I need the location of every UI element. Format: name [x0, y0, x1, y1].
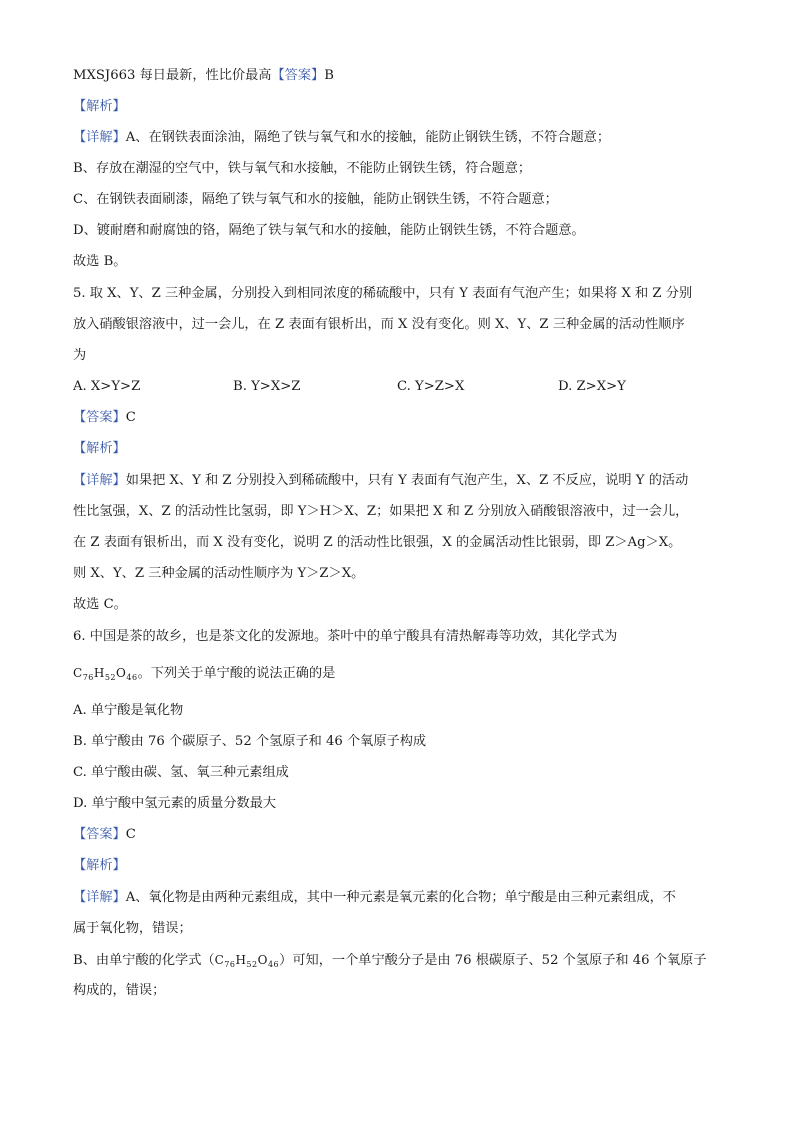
detail-line: B、存放在潮湿的空气中，铁与氧气和水接触，不能防止钢铁生锈，符合题意；: [73, 161, 532, 176]
detail-line: 在 Z 表面有银析出，而 X 没有变化，说明 Z 的活动性比银强，X 的金属活动性比银弱，即 Z＞Ag＞X。: [73, 535, 682, 550]
option-c: C. Y>Z>X: [397, 379, 465, 394]
analysis-tag: 【解析】: [73, 858, 126, 873]
detail-tag: 【详解】: [73, 130, 126, 145]
detail-line: D、镀耐磨和耐腐蚀的铬，隔绝了铁与氧气和水的接触，能防止钢铁生锈，不符合题意。: [73, 223, 585, 238]
detail-line: [73, 129, 610, 147]
detail-tag: 【详解】: [73, 473, 126, 488]
option-a: A. 单宁酸是氧化物: [73, 703, 184, 718]
answer-line: [73, 409, 136, 427]
option-a: A. X>Y>Z: [73, 379, 141, 394]
detail-line: [73, 472, 688, 490]
detail-text: A、在钢铁表面涂油，隔绝了铁与氧气和水的接触，能防止钢铁生锈，不符合题意；: [125, 130, 611, 145]
option-d: D. Z>X>Y: [558, 379, 626, 394]
chemical-formula: $C_{76}H_{52}O_{46}$: [73, 666, 138, 682]
detail-line: 则 X、Y、Z 三种金属的活动性顺序为 Y＞Z＞X。: [73, 566, 365, 581]
option-b: B. 单宁酸由 76 个碳原子、52 个氢原子和 46 个氧原子构成: [73, 734, 427, 749]
detail-text: A、氧化物是由两种元素组成，其中一种元素是氧元素的化合物；单宁酸是由三种元素组成，不: [125, 890, 676, 905]
option-c: C. 单宁酸由碳、氢、氧三种元素组成: [73, 765, 289, 780]
analysis-tag: 【解析】: [73, 99, 126, 114]
answer-value: C: [125, 410, 136, 425]
question-stem: 放入硝酸银溶液中，过一会儿，在 Z 表面有银析出，而 X 没有变化。则 X、Y、Z 三种金属的活动性顺序: [73, 317, 685, 332]
chemical-formula: $C_{76}H_{52}O_{46}$: [214, 953, 280, 969]
question-stem: 5. 取 X、Y、Z 三种金属，分别投入到相同浓度的稀硫酸中，只有 Y 表面有气泡产生；如果将 X 和 Z 分别: [73, 286, 693, 301]
detail-tag: 【详解】: [73, 890, 126, 905]
answer-value: B: [324, 68, 334, 83]
detail-line: [73, 889, 676, 907]
question-stem: $C_{76}H_{52}O_{46}$。下列关于单宁酸的说法正确的是: [73, 666, 336, 682]
answer-value: C: [125, 827, 136, 842]
answer-tag: 【答案】: [271, 68, 325, 83]
header-code: MXSJ663: [73, 68, 136, 83]
header-line: [73, 67, 334, 85]
option-b: B. Y>X>Z: [233, 379, 301, 394]
conclusion: 故选 C。: [73, 597, 127, 612]
detail-line: 构成的，错误；: [73, 983, 166, 998]
detail-line: 属于氧化物，错误；: [73, 921, 192, 936]
answer-tag: 【答案】: [73, 827, 126, 842]
analysis-tag: 【解析】: [73, 441, 126, 456]
option-d: D. 单宁酸中氢元素的质量分数最大: [73, 796, 277, 811]
answer-line: [73, 826, 136, 844]
detail-line: C、在钢铁表面刷漆，隔绝了铁与氧气和水的接触，能防止钢铁生锈，不符合题意；: [73, 192, 558, 207]
detail-line: 性比氢强，X、Z 的活动性比氢弱，即 Y＞H＞X、Z；如果把 X 和 Z 分别放入硝酸银溶液中，过一会儿，: [73, 504, 689, 519]
header-slogan: 每日最新，性比价最高: [139, 68, 272, 83]
conclusion: 故选 B。: [73, 254, 127, 269]
detail-line: B、由单宁酸的化学式$(C_{76}H_{52}O_{46})$可知，一个单宁酸分子是由 76 根碳原子、52 个氢原子和 46 个氧原子: [73, 953, 707, 969]
question-stem: 为: [73, 348, 87, 363]
question-stem: 6. 中国是茶的故乡，也是茶文化的发源地。茶叶中的单宁酸具有清热解毒等功效，其化学式为: [73, 629, 618, 644]
detail-text: 如果把 X、Y 和 Z 分别投入到稀硫酸中，只有 Y 表面有气泡产生，X、Z 不反应，说明 Y 的活动: [125, 473, 689, 488]
answer-tag: 【答案】: [73, 410, 126, 425]
